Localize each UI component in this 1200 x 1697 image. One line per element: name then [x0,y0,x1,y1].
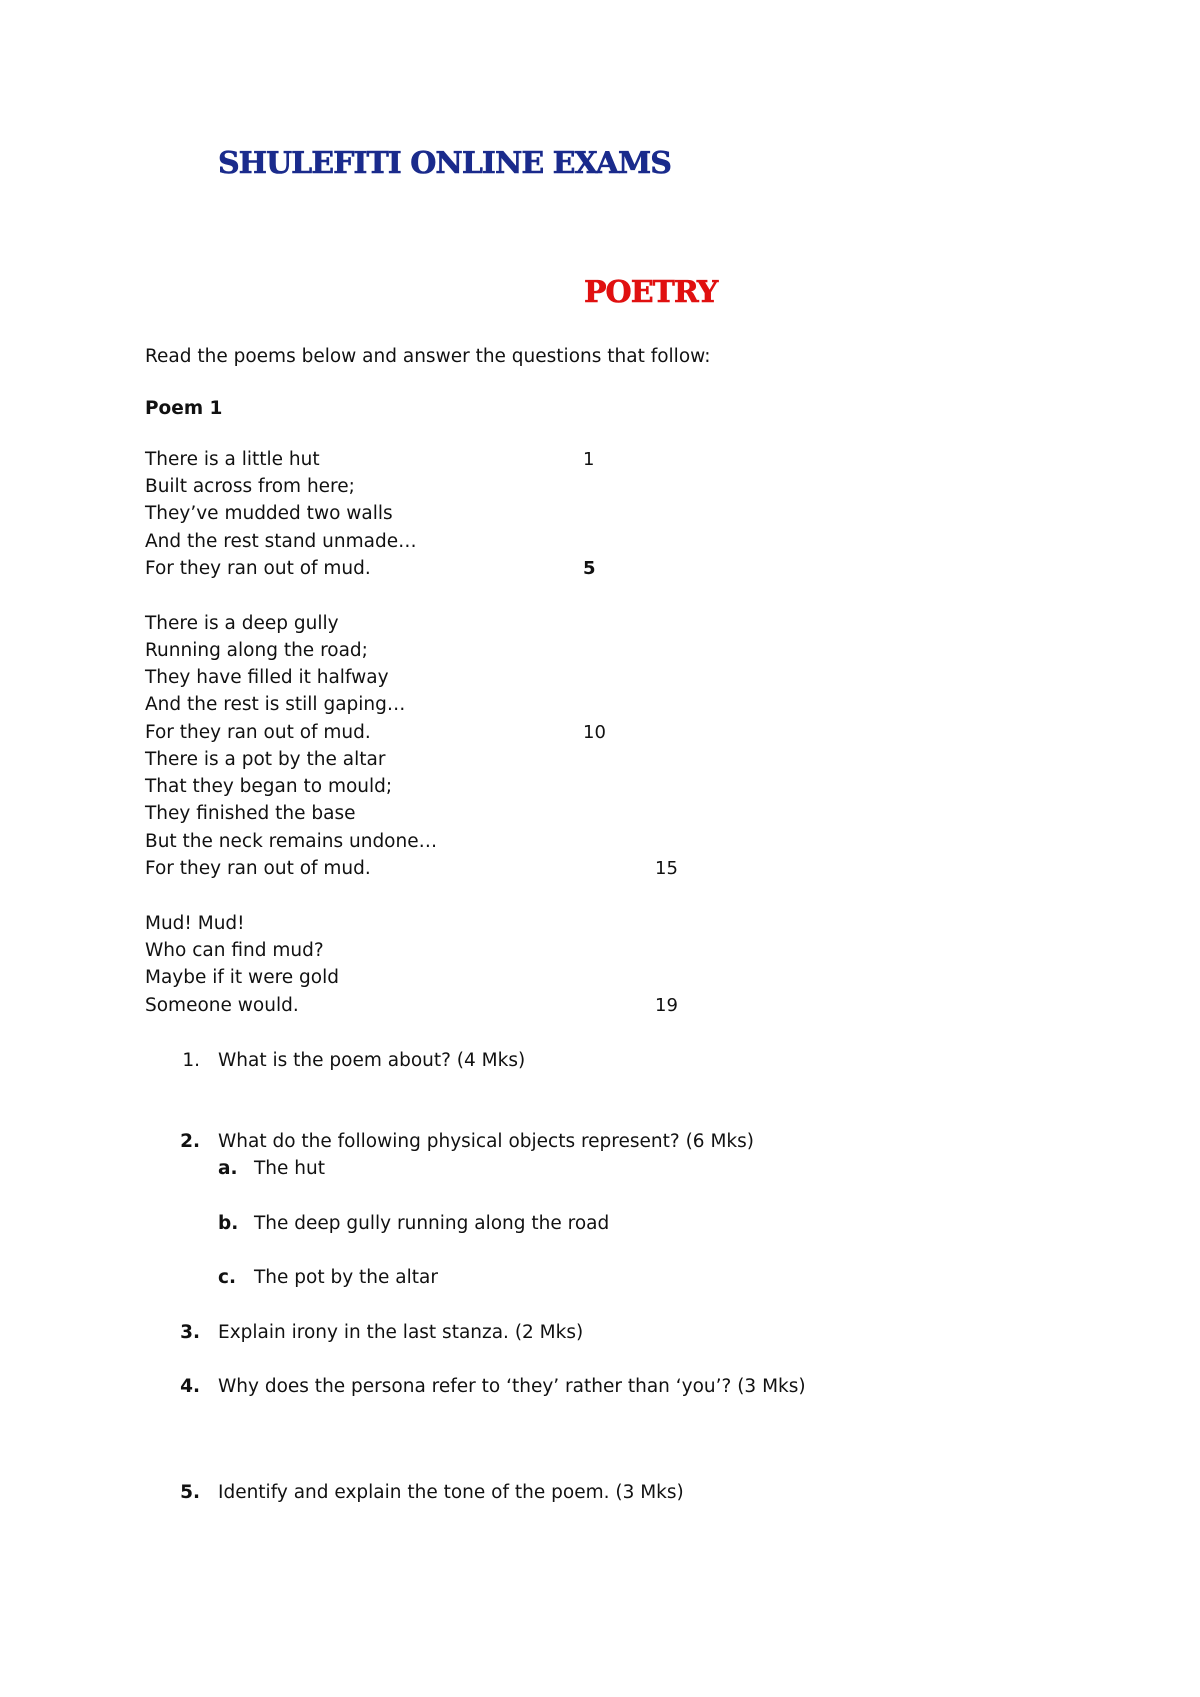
instruction-text: Read the poems below and answer the questions that follow: [145,346,711,367]
line-number: 1 [583,449,595,470]
poem-line: They finished the base [145,803,356,824]
sub-item-text: The hut [254,1158,325,1179]
poem-line: Mud! Mud! [145,913,245,934]
poem-line: For they ran out of mud. [145,858,371,879]
poem-line: There is a pot by the altar [145,749,386,770]
line-number: 10 [583,722,606,743]
line-number: 19 [655,995,678,1016]
poem-line: That they began to mould; [145,776,393,797]
question-text: What is the poem about? (4 Mks) [218,1050,526,1071]
poem-line: But the neck remains undone… [145,831,438,852]
poem-line: There is a little hut [145,449,320,470]
question-number: 2. [180,1131,200,1152]
brand-title: SHULEFITI ONLINE EXAMS [218,146,671,181]
poem-line: There is a deep gully [145,613,339,634]
sub-item-text: The deep gully running along the road [254,1213,610,1234]
poem-line: And the rest is still gaping… [145,694,406,715]
poem-line: They’ve mudded two walls [145,503,393,524]
line-number: 5 [583,558,596,579]
poem-line: And the rest stand unmade… [145,531,417,552]
sub-item-letter: c. [218,1267,236,1288]
poem-title: Poem 1 [145,398,223,419]
question-number: 5. [180,1482,200,1503]
poem-line: Who can find mud? [145,940,324,961]
question-number: 1. [182,1050,200,1071]
poem-line: For they ran out of mud. [145,722,371,743]
question-number: 4. [180,1376,200,1397]
sub-item-letter: b. [218,1213,239,1234]
poem-line: Running along the road; [145,640,368,661]
poem-line: Maybe if it were gold [145,967,339,988]
poem-line: Someone would. [145,995,299,1016]
question-text: Why does the persona refer to ‘they’ rather than ‘you’? (3 Mks) [218,1376,806,1397]
poem-line: Built across from here; [145,476,355,497]
poem-line: For they ran out of mud. [145,558,371,579]
sub-item-text: The pot by the altar [254,1267,438,1288]
line-number: 15 [655,858,678,879]
question-text: What do the following physical objects represent? (6 Mks) [218,1131,754,1152]
sub-item-letter: a. [218,1158,238,1179]
question-number: 3. [180,1322,200,1343]
poem-line: They have filled it halfway [145,667,389,688]
section-heading: POETRY [584,275,718,310]
question-text: Explain irony in the last stanza. (2 Mks) [218,1322,584,1343]
question-text: Identify and explain the tone of the poem. (3 Mks) [218,1482,684,1503]
